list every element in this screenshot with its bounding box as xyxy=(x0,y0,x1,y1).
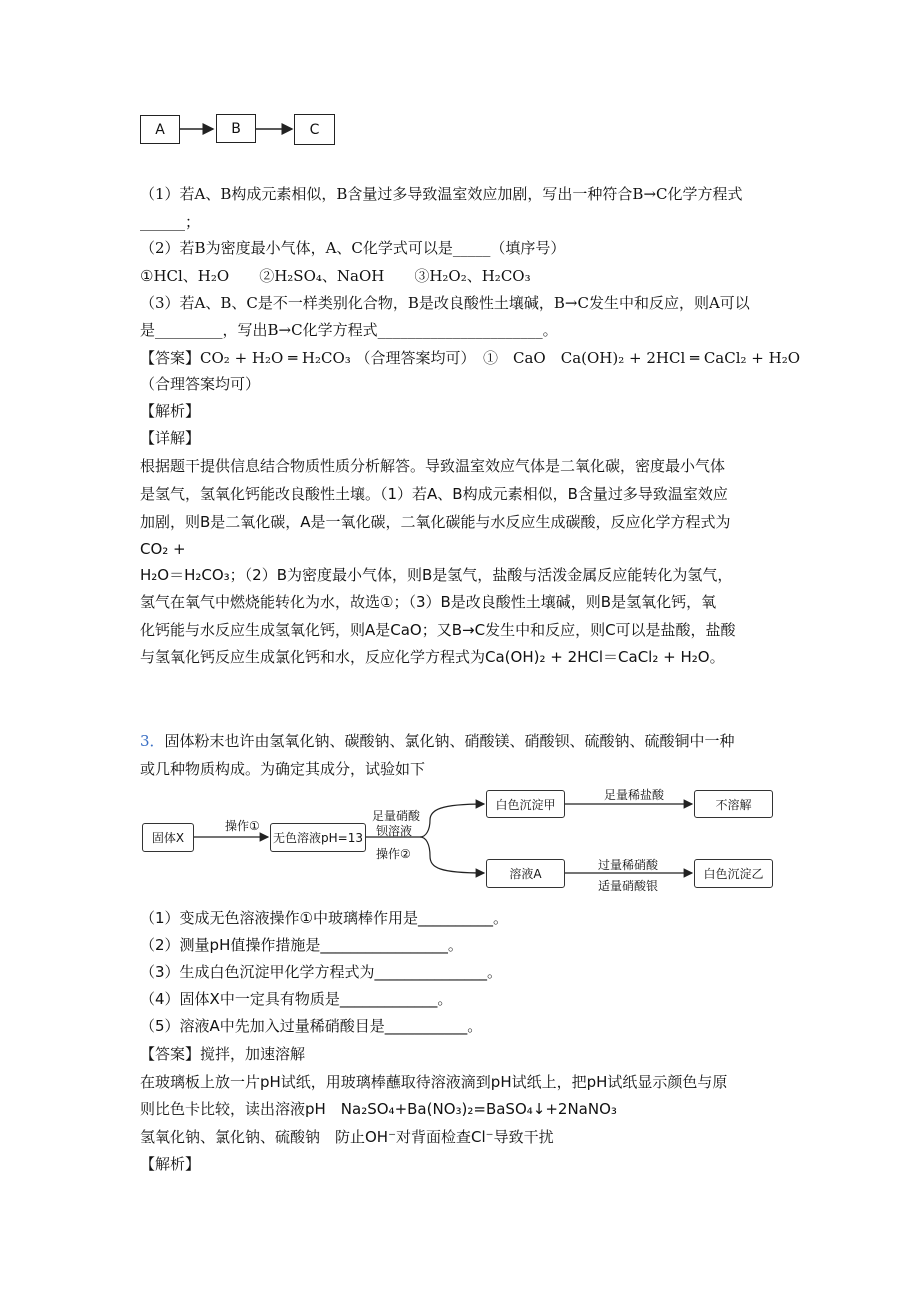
q3-sub2: （2）测量pH值操作措施是_________________。 xyxy=(140,936,463,954)
q2-part3-line1: （3）若A、B、C是不一样类别化合物，B是改良酸性土壤碱，B→C发生中和反应，则A可以 xyxy=(140,294,750,312)
q3-answer-2: 在玻璃板上放一片pH试纸，用玻璃棒蘸取待溶液滴到pH试纸上，把pH试纸显示颜色与原 xyxy=(140,1073,728,1091)
q2-detail-1: 根据题干提供信息结合物质性质分析解答。导致温室效应气体是二氧化碳，密度最小气体 xyxy=(140,457,726,475)
answer-text: 搅拌，加速溶解 xyxy=(200,1045,306,1063)
flow-op2-label: 操作② xyxy=(376,847,411,861)
q2-part2: （2）若B为密度最小气体，A、C化学式可以是_____（填序号） xyxy=(140,239,566,257)
q2-detail-6: 氢气在氧气中燃烧能转化为水，故选①；（3）B是改良酸性土壤碱，则B是氢氧化钙，氧 xyxy=(140,593,717,611)
answer-text: CO₂ + H₂O ═ H₂CO₃ （合理答案均可） ① CaO Ca(OH)₂ + 2HCl ═ CaCl₂ + H₂O xyxy=(200,349,801,367)
q2-detail-7: 化钙能与水反应生成氢氧化钙，则A是CaO；又B→C发生中和反应，则C可以是盐酸，盐酸 xyxy=(140,621,736,639)
flow-reagent3-line1: 过量稀硝酸 xyxy=(598,858,659,872)
q2-analysis-label: 【解析】 xyxy=(140,402,201,420)
q3-stem-text: 固体粉末也许由氢氧化钠、碳酸钠、氯化钠、硝酸镁、硝酸钡、硫酸钠、硫酸铜中一种 xyxy=(164,732,735,750)
box-a: A xyxy=(140,115,180,144)
q2-detail-3: 加剧，则B是二氧化碳，A是一氧化碳，二氧化碳能与水反应生成碳酸，反应化学方程式为 xyxy=(140,513,731,531)
q3-stem-line1 xyxy=(140,731,735,751)
flow-solution: 无色溶液pH=13 xyxy=(270,823,366,852)
q3-sub4: （4）固体X中一定具有物质是_____________。 xyxy=(140,990,453,1008)
branch-up xyxy=(420,804,484,837)
q2-part1-line2: ______； xyxy=(140,213,201,231)
q2-answer xyxy=(140,348,800,368)
q2-detail-label: 【详解】 xyxy=(140,429,201,447)
flow-reagent1-line1: 足量硝酸 xyxy=(372,809,421,823)
q2-answer-line2: （合理答案均可） xyxy=(140,375,261,393)
flow-solid-x: 固体X xyxy=(142,823,194,852)
q2-detail-5: H₂O＝H₂CO₃；（2）B为密度最小气体，则B是氢气，盐酸与活泼金属反应能转化为氢气， xyxy=(140,566,733,584)
q3-sub5: （5）溶液A中先加入过量稀硝酸目是___________。 xyxy=(140,1017,483,1035)
q3-answer-3: 则比色卡比较，读出溶液pH Na₂SO₄+Ba(NO₃)₂=BaSO₄↓+2NaNO₃ xyxy=(140,1100,617,1118)
answer-label: 【答案】 xyxy=(140,349,201,367)
branch-down xyxy=(420,837,484,873)
q3-sub3: （3）生成白色沉淀甲化学方程式为_______________。 xyxy=(140,963,503,981)
flow-reagent3-line2: 适量硝酸银 xyxy=(598,879,659,893)
q3-analysis-label: 【解析】 xyxy=(140,1155,201,1173)
flow-precipitate-b: 白色沉淀乙 xyxy=(694,859,773,888)
q3-answer-4: 氢氧化钠、氯化钠、硫酸钠 防止OH⁻对背面检查Cl⁻导致干扰 xyxy=(140,1128,554,1146)
q2-detail-2: 是氢气，氢氧化钙能改良酸性土壤。（1）若A、B构成元素相似，B含量过多导致温室效应 xyxy=(140,485,728,503)
box-c: C xyxy=(294,114,335,145)
q2-detail-4: CO₂ + xyxy=(140,540,186,558)
q2-part3-line2: 是_________，写出B→C化学方程式______________________。 xyxy=(140,321,558,339)
q2-part2-options: ①HCl、H₂O ②H₂SO₄、NaOH ③H₂O₂、H₂CO₃ xyxy=(140,267,531,285)
flow-insoluble: 不溶解 xyxy=(694,790,773,818)
answer-label: 【答案】 xyxy=(140,1045,201,1063)
question-number: 3． xyxy=(140,732,165,750)
flow-solution-a: 溶液A xyxy=(486,859,565,888)
flow-precipitate-a: 白色沉淀甲 xyxy=(486,790,565,818)
flow-op1-label: 操作① xyxy=(225,819,260,833)
q2-part1-line1: （1）若A、B构成元素相似，B含量过多导致温室效应加剧，写出一种符合B→C化学方程式 xyxy=(140,185,743,203)
q3-sub1: （1）变成无色溶液操作①中玻璃棒作用是__________。 xyxy=(140,909,508,927)
q3-stem-line2: 或几种物质构成。为确定其成分，试验如下 xyxy=(140,760,426,778)
q3-answer xyxy=(140,1044,305,1064)
flow-reagent1-line2: 钡溶液 xyxy=(376,824,413,838)
flow-reagent2-label: 足量稀盐酸 xyxy=(604,788,665,802)
q2-detail-8: 与氢氧化钙反应生成氯化钙和水，反应化学方程式为Ca(OH)₂ + 2HCl＝CaCl₂ + H₂O。 xyxy=(140,648,725,666)
box-b: B xyxy=(216,114,256,143)
